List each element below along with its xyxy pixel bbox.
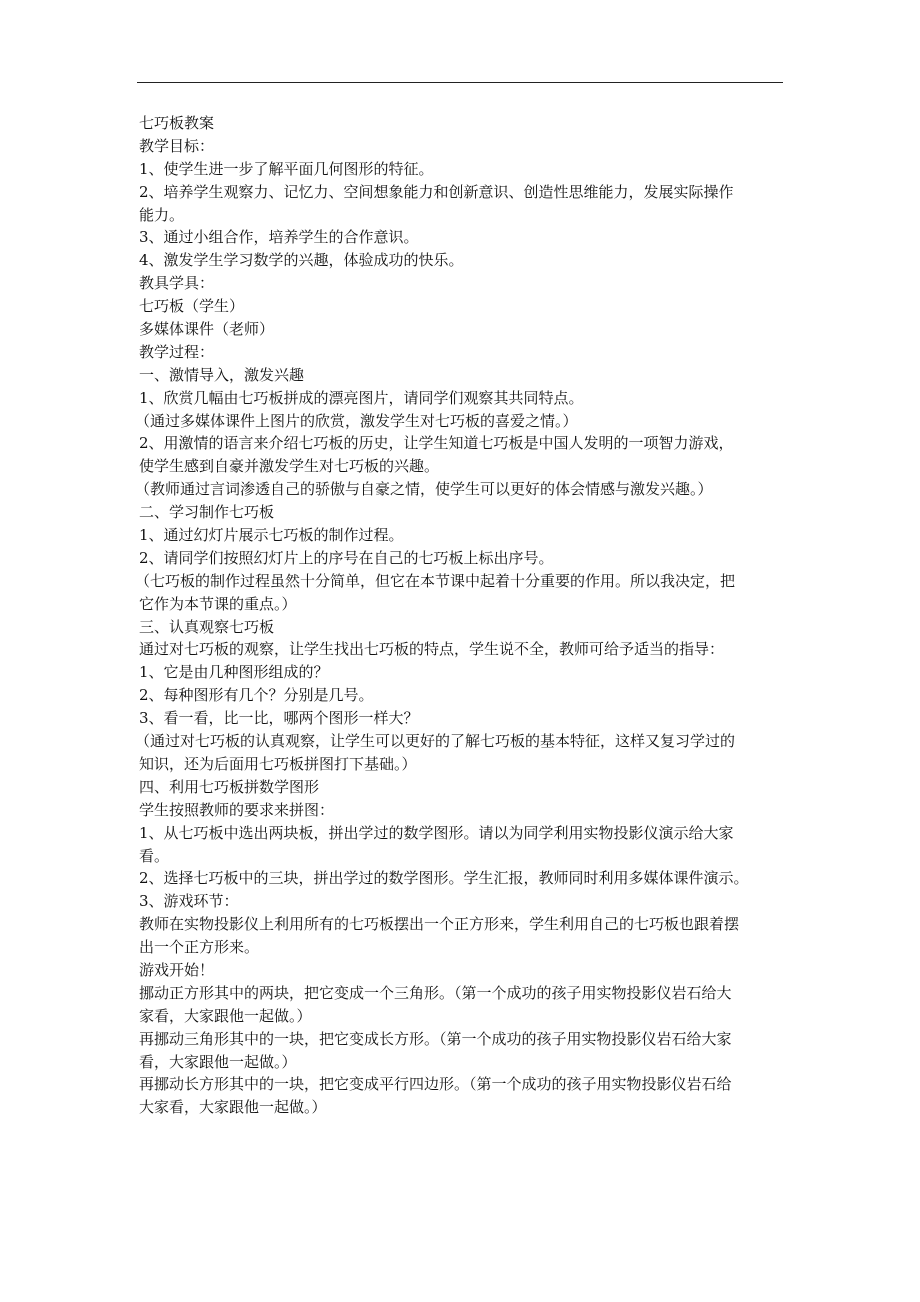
step-2-note: （七巧板的制作过程虽然十分简单，但它在本节课中起着十分重要的作用。所以我决定，把 <box>135 571 736 590</box>
step-1-note-1: （通过多媒体课件上图片的欣赏，激发学生对七巧板的喜爱之情。） <box>135 411 578 430</box>
step-heading-3: 三、认真观察七巧板 <box>139 617 275 636</box>
game-step-2: 再挪动三角形其中的一块，把它变成长方形。（第一个成功的孩子用实物投影仪岩石给大家 <box>139 1029 732 1048</box>
game-step-2-cont: 看，大家跟他一起做。） <box>139 1052 297 1071</box>
step-4-intro: 学生按照教师的要求来拼图： <box>139 800 335 819</box>
step-1-note-2: （教师通过言词渗透自己的骄傲与自豪之情，使学生可以更好的体会情感与激发兴趣。） <box>135 480 713 499</box>
step-3-item-1: 1、它是由几种图形组成的？ <box>139 663 329 682</box>
objective-1: 1、使学生进一步了解平面几何图形的特征。 <box>139 159 434 178</box>
step-1-item-1: 1、欣赏几幅由七巧板拼成的漂亮图片，请同学们观察其共同特点。 <box>139 388 584 407</box>
step-3-intro: 通过对七巧板的观察，让学生找出七巧板的特点，学生说不全，教师可给予适当的指导： <box>139 640 725 659</box>
header-rule <box>137 82 783 83</box>
game-step-3-cont: 大家看，大家跟他一起做。） <box>139 1098 327 1117</box>
step-4-item-2: 2、选择七巧板中的三块，拼出学过的数学图形。学生汇报，教师同时利用多媒体课件演示。 <box>139 869 749 888</box>
game-description: 教师在实物投影仪上利用所有的七巧板摆出一个正方形来，学生利用自己的七巧板也跟着摆 <box>139 915 740 934</box>
step-3-item-3: 3、看一看，比一比，哪两个图形一样大？ <box>139 709 419 728</box>
objective-4: 4、激发学生学习数学的兴趣，体验成功的快乐。 <box>139 251 464 270</box>
step-1-item-2: 2、用激情的语言来介绍七巧板的历史，让学生知道七巧板是中国人发明的一项智力游戏， <box>139 434 734 453</box>
step-1-item-2-cont: 使学生感到自豪并激发学生对七巧板的兴趣。 <box>139 457 440 476</box>
section-heading-objectives: 教学目标： <box>139 136 215 155</box>
objective-2: 2、培养学生观察力、记忆力、空间想象能力和创新意识、创造性思维能力，发展实际操作 <box>139 182 734 201</box>
objective-2-cont: 能力。 <box>139 205 185 224</box>
step-3-note: （通过对七巧板的认真观察，让学生可以更好的了解七巧板的基本特征，这样又复习学过的 <box>135 732 736 751</box>
step-heading-4: 四、利用七巧板拼数学图形 <box>139 777 320 796</box>
step-heading-1: 一、激情导入，激发兴趣 <box>139 365 305 384</box>
section-heading-process: 教学过程： <box>139 342 215 361</box>
step-3-item-2: 2、每种图形有几个？分别是几号。 <box>139 686 374 705</box>
step-2-item-2: 2、请同学们按照幻灯片上的序号在自己的七巧板上标出序号。 <box>139 548 554 567</box>
step-heading-2: 二、学习制作七巧板 <box>139 503 275 522</box>
step-2-item-1: 1、通过幻灯片展示七巧板的制作过程。 <box>139 526 404 545</box>
step-3-note-cont: 知识，还为后面用七巧板拼图打下基础。） <box>139 754 417 773</box>
document-title: 七巧板教案 <box>139 114 215 132</box>
game-step-1: 挪动正方形其中的两块，把它变成一个三角形。（第一个成功的孩子用实物投影仪岩石给大 <box>139 983 732 1002</box>
material-1: 七巧板（学生） <box>139 297 245 316</box>
step-4-item-1: 1、从七巧板中选出两块板，拼出学过的数学图形。请以为同学利用实物投影仪演示给大家 <box>139 823 734 842</box>
step-4-item-1-cont: 看。 <box>139 846 170 865</box>
game-step-1-cont: 家看，大家跟他一起做。） <box>139 1006 312 1025</box>
game-start: 游戏开始！ <box>139 960 215 979</box>
material-2: 多媒体课件（老师） <box>139 320 275 339</box>
document-body <box>135 112 789 1119</box>
game-description-cont: 出一个正方形来。 <box>139 938 260 957</box>
section-heading-materials: 教具学具： <box>139 274 215 293</box>
step-2-note-cont: 它作为本节课的重点。） <box>139 594 297 613</box>
step-4-item-3: 3、游戏环节： <box>139 892 239 911</box>
objective-3: 3、通过小组合作，培养学生的合作意识。 <box>139 228 419 247</box>
game-step-3: 再挪动长方形其中的一块，把它变成平行四边形。（第一个成功的孩子用实物投影仪岩石给 <box>139 1075 732 1094</box>
